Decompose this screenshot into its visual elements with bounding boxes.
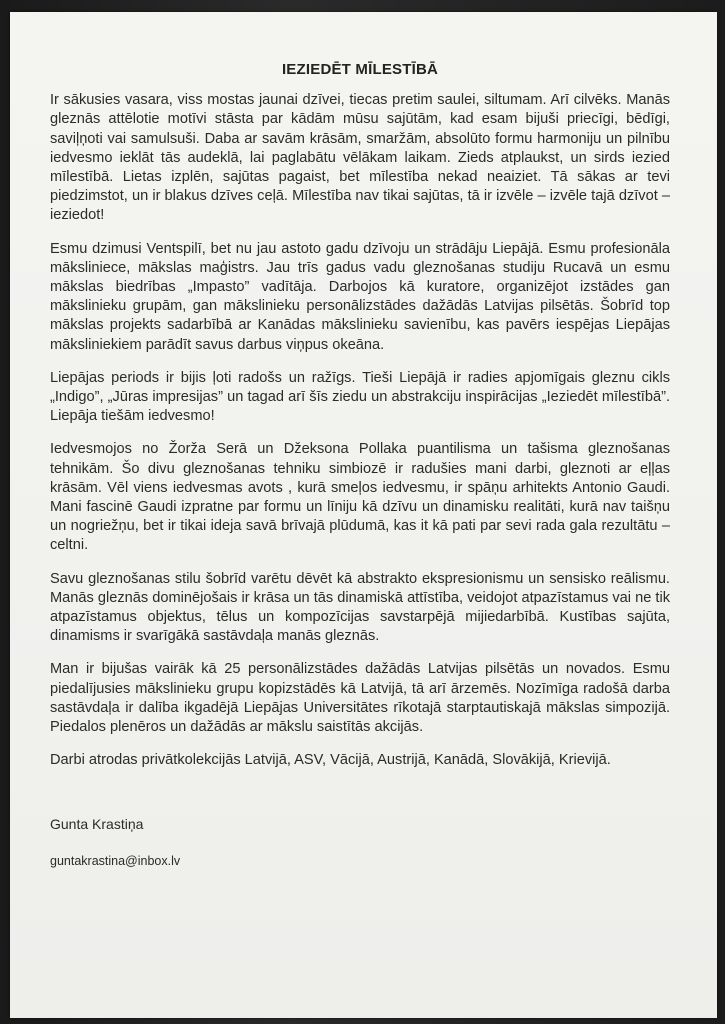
paragraph-intro: Ir sākusies vasara, viss mostas jaunai dzīvei, tiecas pretim saulei, siltumam. Arī cilvēks. Manās gleznās attēlotie motīvi stāsta par kādām mūsu sajūtām, kad esam bijuši priecīgi, bēdīgi, saviļņoti vai samulsuši. Daba ar savām krāsām, smaržām, absolūto formu harmoniju un pilnību iedvesmo ieklāt tās audeklā, lai paglabātu vēlākam laikam. Zieds atplaukst, un sirds iezied mīlestībā. Lietas izplēn, sajūtas pagaist, bet mīlestība nekad neaiziet. Tā sākas ar tevi piedzimstot, un ir blakus dzīves ceļā. Mīlestība nav tikai sajūtas, tā ir izvēle – izvēle tajā dzīvot – ieziedot! xyxy=(50,92,670,224)
paragraph-exhibitions: Man ir bijušas vairāk kā 25 personālizstādes dažādās Latvijas pilsētās un novados. Esmu piedalījusies mākslinieku grupu kopizstādēs kā Latvijā, tā arī ārzemēs. Nozīmīga radošā darba sastāvdaļa ir dalība ikgadējā Liepājas Universitātes rīkotajā starptautiskajā mākslas simpozijā. Piedalos plenēros un dažādās ar mākslu saistītās akcijās. xyxy=(50,661,670,736)
paragraph-style: Savu gleznošanas stilu šobrīd varētu dēvēt kā abstrakto ekspresionismu un sensisko reālismu. Manās gleznās dominējošais ir krāsa un tās dinamiskā attīstība, veidojot atpazīstamus vai ne tik atpazīstamus objektus, tēlus un kompozīcijas savstarpējā mijiedarbībā. Kustības sajūta, dinamisms ir svarīgākā sastāvdaļa manās gleznās. xyxy=(50,570,670,645)
paragraph-liepaja-period: Liepājas periods ir bijis ļoti radošs un ražīgs. Tieši Liepājā ir radies apjomīgais gleznu cikls „Indigo”, „Jūras impresijas” un tagad arī šīs ziedu un abstrakciju inspirācijas „Ieziedēt mīlestībā”. Liepāja tiešām iedvesmo! xyxy=(50,369,670,425)
author-email: guntakrastina@inbox.lv xyxy=(50,853,181,868)
paragraph-inspiration: Iedvesmojos no Žorža Serā un Džeksona Pollaka puantilisma un tašisma gleznošanas tehnikām. Šo divu gleznošanas tehniku simbiozē ir radušies mani darbi, gleznoti ar eļļas krāsām. Vēl viens iedvesmas avots , kurā smeļos iedvesmu, ir spāņu arhitekts Antonio Gaudi. Mani fascinē Gaudi izpratne par formu un līniju kā dzīvu un dinamisku realitāti, kurā nav taišņu un nogriežņu, bet ir tikai ideja savā brīvajā plūdumā, kas it kā pati par sevi rada gala rezultātu – celtni. xyxy=(50,441,670,554)
document-title: IEZIEDĒT MĪLESTĪBĀ xyxy=(281,61,439,78)
author-signature: Gunta Krastiņa xyxy=(50,815,144,832)
paragraph-biography: Esmu dzimusi Ventspilī, bet nu jau astoto gadu dzīvoju un strādāju Liepājā. Esmu profesionāla māksliniece, mākslas maģistrs. Jau trīs gadus vadu gleznošanas studiju Rucavā un esmu mākslas biedrības „Impasto” vadītāja. Darbojos kā kuratore, organizējot izstādes gan mākslinieku grupām, gan mākslinieku personālizstādes dažādās Latvijas pilsētās. Šobrīd top mākslas projekts sadarbībā ar Kanādas mākslinieku savienību, kas pavērs iespējas Liepājas māksliniekiem parādīt savus darbus viņpus okeāna. xyxy=(50,240,670,353)
paragraph-collections: Darbi atrodas privātkolekcijās Latvijā, ASV, Vācijā, Austrijā, Kanādā, Slovākijā, Krievijā. xyxy=(50,752,611,769)
document-body xyxy=(50,60,670,871)
